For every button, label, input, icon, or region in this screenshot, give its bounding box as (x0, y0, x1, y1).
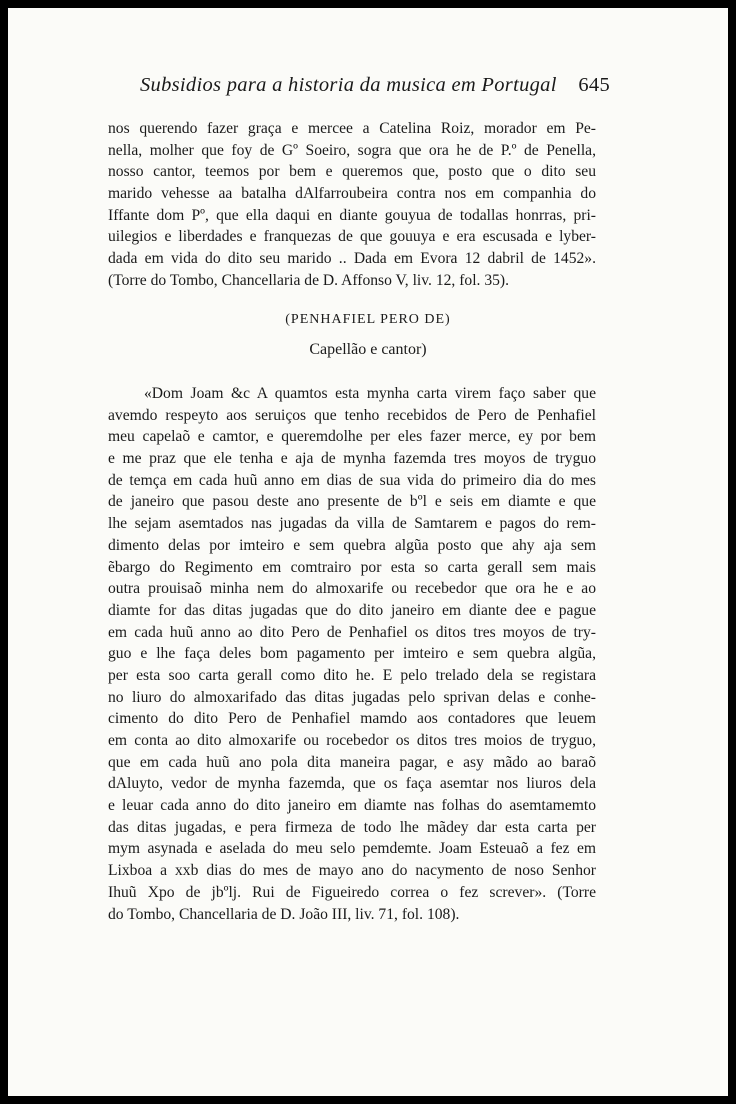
running-header (140, 74, 610, 97)
text-line: dimento delas por imteiro e sem quebra algũa posto que ahy aja sem (108, 536, 596, 554)
text-line: outra prouisaõ minha nem do almoxarife ou recebedor que ora he e ao (108, 580, 596, 598)
text-line: Ihuũ Xpo de jbºlj. Rui de Figueiredo correa o fez screver». (Torre (108, 883, 596, 901)
text-line: meu capelaõ e camtor, e queremdolhe per eles fazer merce, ey por bem (108, 428, 596, 446)
text-line: ẽbargo do Regimento em comtrairo por esta so carta gerall sem mais (108, 558, 596, 576)
text-line: guo e lhe faça deles bom pagamento per imteiro e sem quebra algũa, (108, 645, 596, 663)
text-line: de temça em cada huũ anno em dias de sua vida do primeiro dia do mes (108, 471, 596, 489)
text-line: marido vehesse aa batalha dAlfarroubeira contra nos em companhia do (108, 185, 596, 203)
section-title: (PENHAFIEL PERO DE) (285, 312, 451, 327)
text-line: diamte for das ditas jugadas que do dito janeiro em diante dee e pague (108, 601, 596, 619)
text-line: Iffante dom Pº, que ella daqui en diante gouyua de todallas honrras, pri- (108, 206, 596, 224)
text-line: no liuro do almoxarifado das ditas jugadas pelo sprivan delas e conhe- (108, 688, 596, 706)
paragraph-1 (108, 118, 596, 292)
text-line: e leuar cada anno do dito janeiro em diamte nas folhas do asemtamemto (108, 797, 596, 815)
text-line: em cada huũ anno ao dito Pero de Penhafiel os ditos tres moyos de try- (108, 623, 596, 641)
text-line: dada em vida do dito seu marido .. Dada em Evora 12 dabril de 1452». (108, 250, 596, 268)
section-subtitle: Capellão e cantor) (309, 341, 427, 358)
text-line: e me praz que ele tenha e aja de mynha fazemda tres moyos de tryguo (108, 450, 596, 468)
text-line: das ditas jugadas, e pera firmeza de todo lhe mãdey dar esta carta per (108, 818, 596, 836)
text-line: de janeiro que pasou deste ano presente de bºl e seis em diamte e que (108, 493, 596, 511)
text-line: nella, molher que foy de Gº Soeiro, sogra que ora he de P.º de Penella, (108, 141, 596, 159)
text-line: uilegios e liberdades e franquezas de que gouuya e era escusada e lyber- (108, 228, 596, 246)
text-line: dAluyto, vedor de mynha fazemda, que os faça asemtar nos liuros dela (108, 775, 596, 793)
text-line: nos querendo fazer graça e mercee a Catelina Roiz, morador em Pe- (108, 120, 596, 137)
text-line: em conta ao dito almoxarife ou rocebedor os ditos tres moios de tryguo, (108, 732, 596, 749)
text-line: «Dom Joam &c A quamtos esta mynha carta virem faço saber que (144, 385, 596, 402)
header-title: Subsidios para a historia da musica em Portugal (140, 74, 557, 96)
text-line: per esta soo carta gerall como dito he. E pelo trelado dela se registara (108, 666, 596, 684)
text-line: avemdo respeyto aos seruiços que tenho recebidos de Pero de Penhafiel (108, 406, 596, 424)
text-line: do Tombo, Chancellaria de D. João III, liv. 71, fol. 108). (108, 905, 460, 923)
text-line: (Torre do Tombo, Chancellaria de D. Affonso V, liv. 12, fol. 35). (108, 271, 510, 289)
text-line: cimento do dito Pero de Penhafiel mamdo aos contadores que leuem (108, 710, 596, 728)
text-line: que em cada huũ ano pola dita maneira pagar, e asy mãdo ao baraõ (108, 753, 596, 771)
text-line: lhe sejam asemtados nas jugadas da villa de Samtarem e pagos do rem- (108, 515, 596, 533)
text-line: nosso cantor, teemos por bem e queremos que, posto que o dito seu (108, 163, 596, 181)
page-number: 645 (578, 74, 610, 96)
paragraph-2 (108, 383, 596, 925)
text-line: mym asynada e aselada do meu selo pemdemte. Joam Esteuaõ a fez em (108, 840, 596, 858)
text-line: Lixboa a xxb dias do mes de mayo ano do nacymento de noso Senhor (108, 862, 596, 880)
